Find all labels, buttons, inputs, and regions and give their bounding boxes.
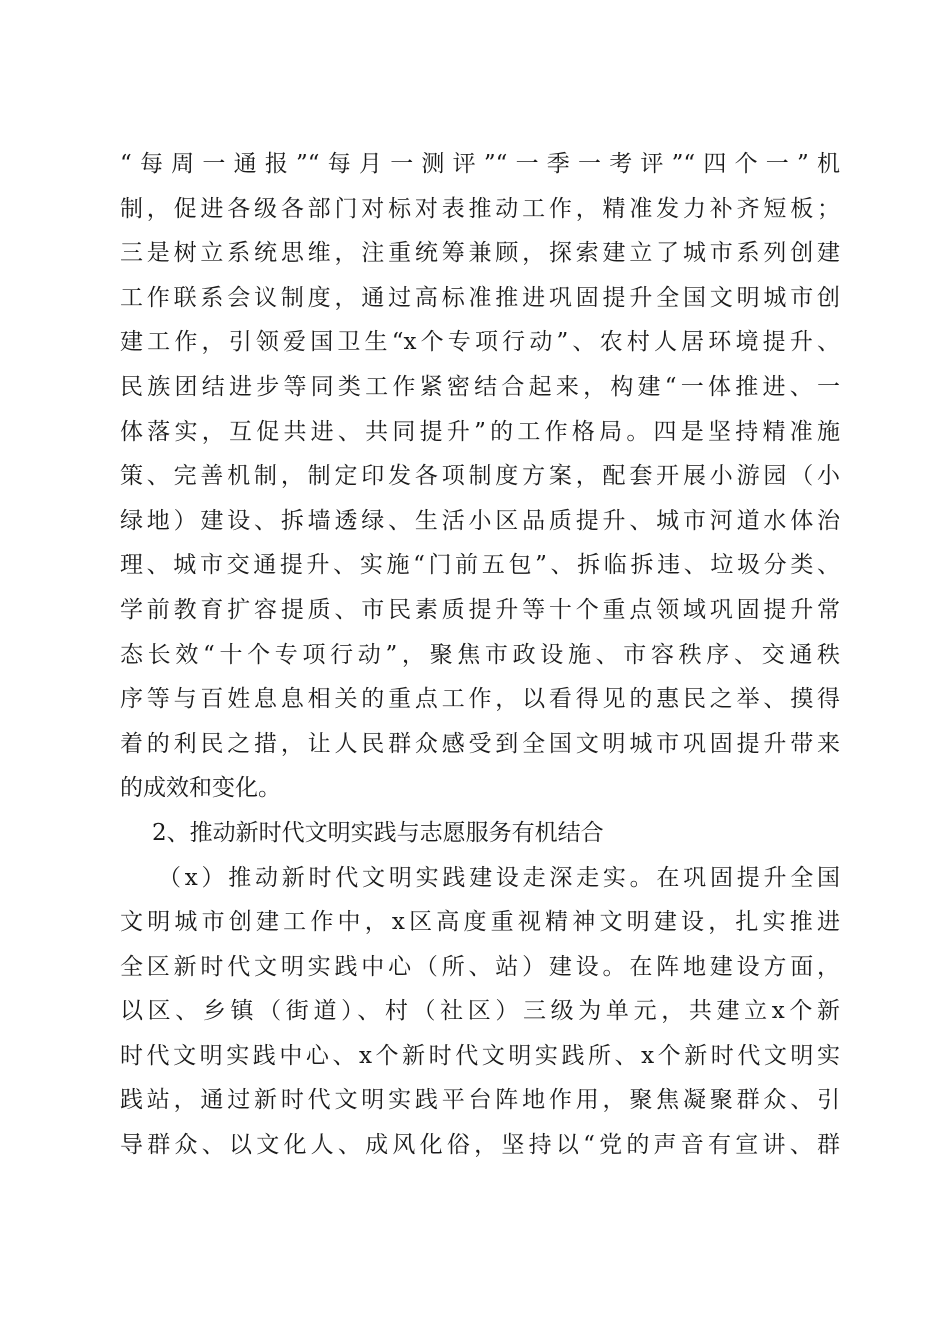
text-line: 理、城市交通提升、实施“门前五包”、拆临拆违、垃圾分类、 (120, 552, 840, 579)
text-line: 策、完善机制，制定印发各项制度方案，配套开展小游园（小 (120, 463, 840, 490)
section-heading: 2、推动新时代文明实践与志愿服务有机结合 (152, 819, 604, 846)
text-line: 建工作，引领爱国卫生“x个专项行动”、农村人居环境提升、 (120, 329, 840, 356)
text-line: 民族团结进步等同类工作紧密结合起来，构建“一体推进、一 (120, 373, 840, 400)
text-line: 序等与百姓息息相关的重点工作，以看得见的惠民之举、摸得 (120, 686, 840, 713)
text-line: 导群众、以文化人、成风化俗，坚持以“党的声音有宣讲、群 (120, 1132, 840, 1159)
text-line: 态长效“十个专项行动”，聚焦市政设施、市容秩序、交通秩 (120, 641, 840, 668)
paragraph-end-line: 的成效和变化。 (120, 775, 281, 802)
text-line: 绿地）建设、拆墙透绿、生活小区品质提升、城市河道水体治 (120, 507, 840, 534)
text-line: 着的利民之措，让人民群众感受到全国文明城市巩固提升带来 (120, 730, 840, 757)
document-body (120, 142, 840, 1168)
text-line: 制，促进各级各部门对标对表推动工作，精准发力补齐短板； (120, 195, 840, 222)
text-line: 时代文明实践中心、x个新时代文明实践所、x个新时代文明实 (120, 1042, 840, 1069)
text-line: 学前教育扩容提质、市民素质提升等十个重点领域巩固提升常 (120, 596, 840, 623)
text-line: 以区、乡镇（街道）、村（社区）三级为单元，共建立x个新 (120, 998, 840, 1025)
paragraph-start-line: （x）推动新时代文明实践建设走深走实。在巩固提升全国 (158, 864, 840, 891)
text-line: 三是树立系统思维，注重统筹兼顾，探索建立了城市系列创建 (120, 240, 840, 267)
text-line: 践站，通过新时代文明实践平台阵地作用，聚焦凝聚群众、引 (120, 1087, 840, 1114)
text-line: 全区新时代文明实践中心（所、站）建设。在阵地建设方面， (120, 953, 840, 980)
text-line: 工作联系会议制度，通过高标准推进巩固提升全国文明城市创 (120, 284, 840, 311)
text-line: 文明城市创建工作中，x区高度重视精神文明建设，扎实推进 (120, 909, 840, 936)
text-line: “每周一通报”“每月一测评”“一季一考评”“四个一”机 (120, 151, 840, 177)
text-line: 体落实，互促共进、共同提升”的工作格局。四是坚持精准施 (120, 418, 840, 445)
